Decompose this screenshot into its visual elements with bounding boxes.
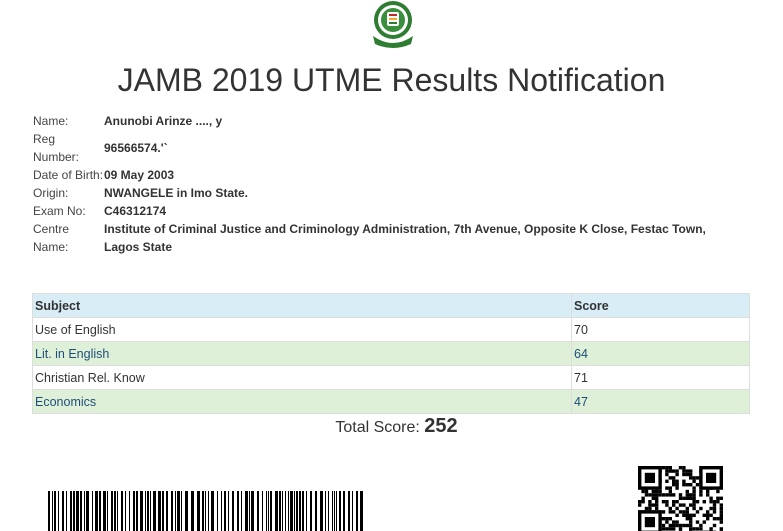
info-label: Reg Number:: [33, 132, 80, 164]
info-label: Date of Birth:: [33, 168, 104, 182]
info-label: Centre Name:: [33, 222, 70, 254]
info-value: 96566574.'`: [104, 141, 168, 155]
score-header: Score: [572, 294, 750, 318]
table-row: [33, 390, 750, 414]
table-row: [33, 366, 750, 390]
total-score-value: 252: [424, 415, 458, 437]
score-cell: 71: [572, 366, 750, 390]
total-score-label: Total Score:: [335, 419, 420, 436]
info-row-name: [33, 112, 733, 130]
info-row-centre: [33, 220, 733, 256]
score-cell: 47: [572, 390, 750, 414]
score-cell: 70: [572, 318, 750, 342]
score-cell: 64: [572, 342, 750, 366]
table-row: [33, 342, 750, 366]
page-title: JAMB 2019 UTME Results Notification: [117, 62, 666, 98]
subject-cell: Lit. in English: [33, 342, 572, 366]
info-value: 09 May 2003: [104, 168, 175, 182]
info-row-reg-number: [33, 130, 733, 166]
info-value: Anunobi Arinze ...., y: [104, 114, 223, 128]
info-label: Exam No:: [33, 204, 86, 218]
jamb-seal-icon: [367, 0, 419, 50]
info-value: NWANGELE in Imo State.: [104, 186, 249, 200]
info-label: Origin:: [33, 186, 69, 200]
barcode-icon: [48, 491, 364, 531]
subject-cell: Economics: [33, 390, 572, 414]
info-row-origin: [33, 184, 733, 202]
subject-header: Subject: [33, 294, 572, 318]
info-row-dob: [33, 166, 733, 184]
subject-cell: Use of English: [33, 318, 572, 342]
qr-code-icon: [638, 466, 724, 531]
info-value: C46312174: [104, 204, 167, 218]
table-row: [33, 318, 750, 342]
subject-cell: Christian Rel. Know: [33, 366, 572, 390]
info-label: Name:: [33, 114, 69, 128]
results-table: [32, 293, 750, 414]
results-header-row: [33, 294, 750, 318]
info-value: Institute of Criminal Justice and Criminology Administration, 7th Avenue, Opposite K Close, Festac Town, Lagos State: [104, 222, 706, 254]
candidate-info: [33, 112, 733, 256]
total-score: [0, 415, 783, 438]
info-row-exam-no: [33, 202, 733, 220]
